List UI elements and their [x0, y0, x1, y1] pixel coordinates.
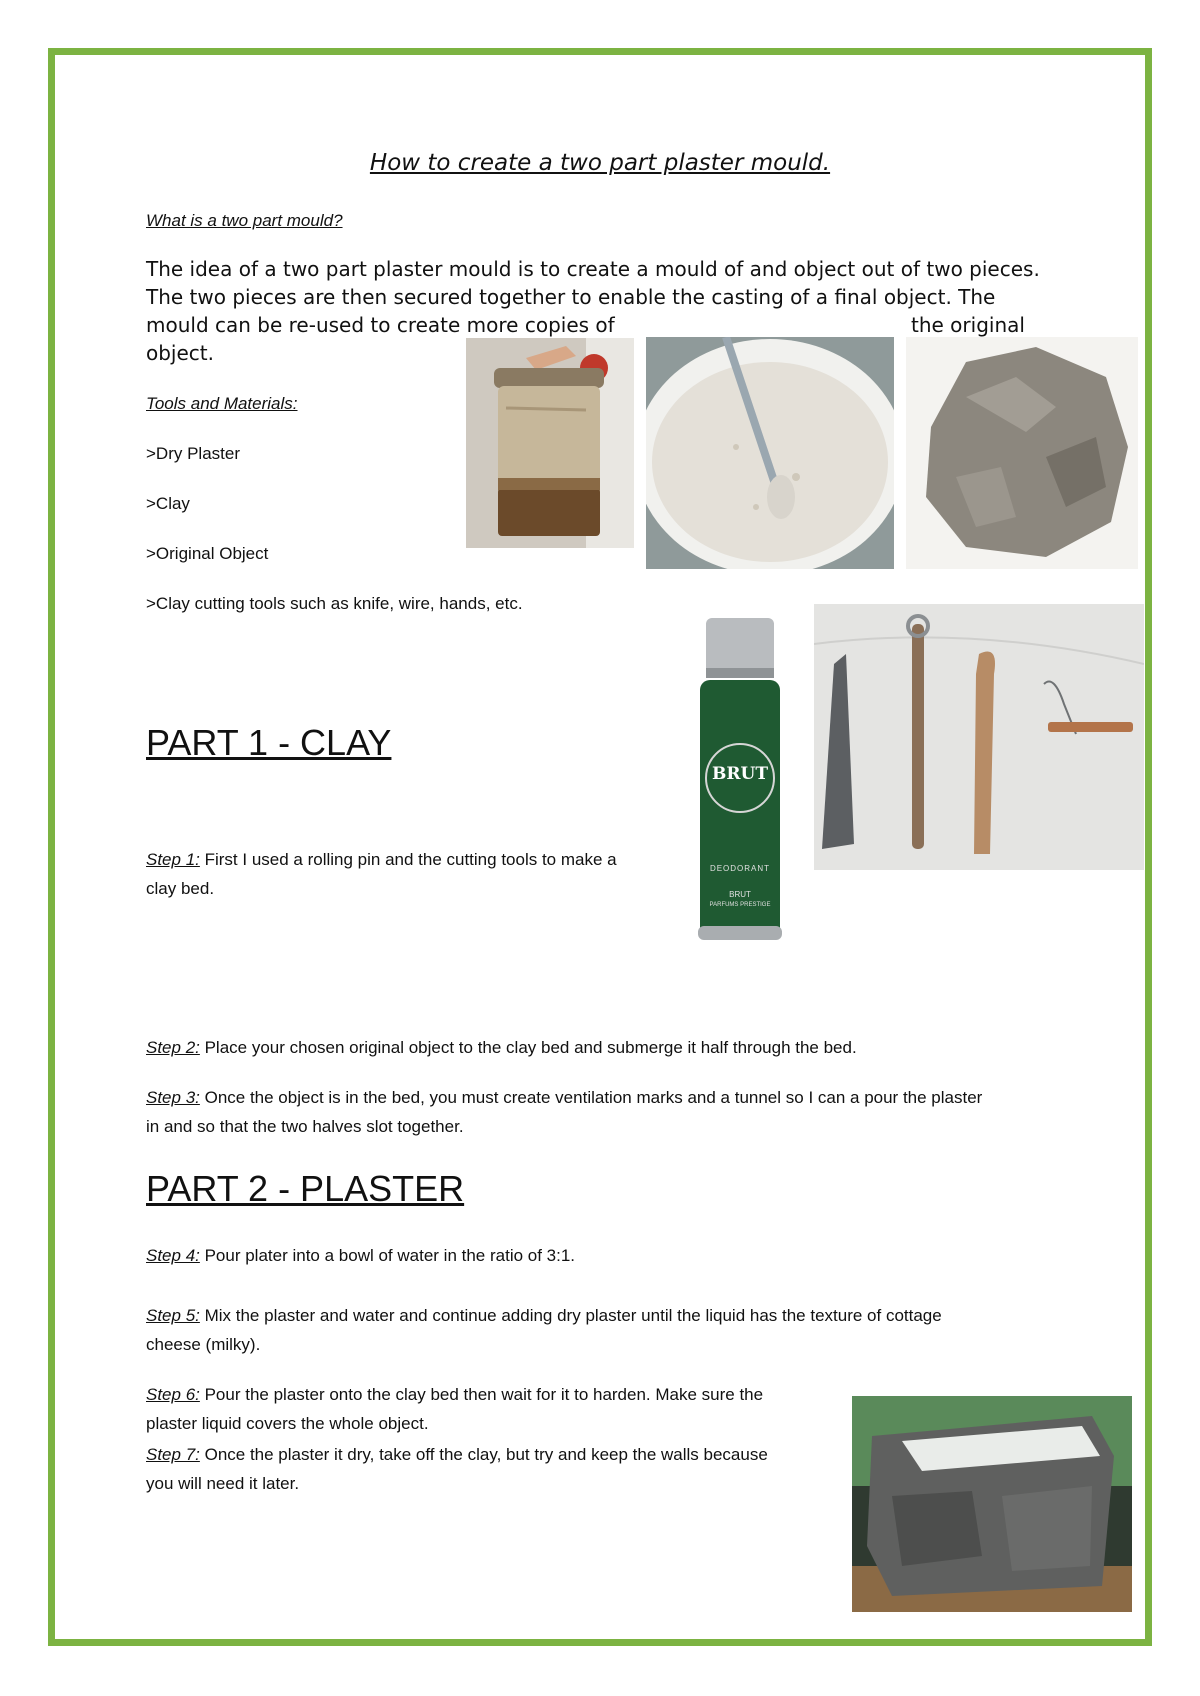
step-3-text-2: in and so that the two halves slot together. — [146, 1117, 464, 1136]
plaster-jar-photo — [466, 338, 634, 548]
part-2-heading: PART 2 - PLASTER — [146, 1168, 465, 1209]
material-clay: >Clay — [146, 494, 190, 513]
intro-line-2: The two pieces are then secured together to enable the casting of a final object. The — [146, 285, 996, 309]
clay-lump-photo — [906, 337, 1138, 569]
part-1-heading: PART 1 - CLAY — [146, 722, 392, 763]
step-5-text-2: cheese (milky). — [146, 1335, 261, 1354]
step-2 — [146, 1033, 1086, 1062]
material-dry-plaster: >Dry Plaster — [146, 444, 240, 463]
intro-line-4: object. — [146, 341, 214, 365]
deodorant-brand: BRUT — [712, 764, 768, 784]
intro-line-3 — [146, 311, 1076, 339]
what-heading: What is a two part mould? — [146, 211, 343, 230]
step-2-text: Place your chosen original object to the clay bed and submerge it half through the bed. — [199, 1038, 857, 1057]
deodorant-bottle-photo — [690, 608, 790, 948]
step-1-text-2: clay bed. — [146, 879, 215, 898]
step-5 — [146, 1301, 1106, 1359]
intro-line-3b: the original — [911, 313, 1025, 337]
step-2-label: Step 2: — [146, 1038, 200, 1057]
step-4-label: Step 4: — [146, 1246, 200, 1265]
material-cutting-tools: >Clay cutting tools such as knife, wire, hands, etc. — [146, 594, 523, 613]
plaster-mould-photo — [852, 1396, 1132, 1612]
material-original-object: >Original Object — [146, 544, 269, 563]
step-6-text-2: plaster liquid covers the whole object. — [146, 1414, 429, 1433]
deodorant-sub2: PARFUMS PRESTIGE — [709, 902, 771, 908]
step-6-text: Pour the plaster onto the clay bed then wait for it to harden. Make sure the — [199, 1385, 764, 1404]
tools-heading: Tools and Materials: — [146, 394, 298, 413]
step-7-label: Step 7: — [146, 1445, 200, 1464]
step-1 — [146, 845, 686, 903]
step-7-text: Once the plaster it dry, take off the clay, but try and keep the walls because — [199, 1445, 768, 1464]
step-1-text: First I used a rolling pin and the cutting tools to make a — [199, 850, 617, 869]
cutting-tools-photo — [814, 604, 1144, 870]
step-5-label: Step 5: — [146, 1306, 200, 1325]
step-4-text: Pour plater into a bowl of water in the ratio of 3:1. — [199, 1246, 576, 1265]
intro-line-1: The idea of a two part plaster mould is to create a mould of and object out of two pieces. — [146, 257, 1040, 281]
step-7 — [146, 1440, 846, 1498]
step-3-label: Step 3: — [146, 1088, 200, 1107]
step-3-text: Once the object is in the bed, you must create ventilation marks and a tunnel so I can a pour the plaster — [199, 1088, 983, 1107]
step-1-label: Step 1: — [146, 850, 200, 869]
dry-plaster-bucket-photo — [646, 337, 894, 569]
step-3 — [146, 1083, 1106, 1141]
page-title: How to create a two part plaster mould. — [369, 150, 831, 176]
step-5-text: Mix the plaster and water and continue adding dry plaster until the liquid has the texture of cottage — [199, 1306, 942, 1325]
deodorant-label: DEODORANT — [709, 864, 771, 873]
deodorant-sub1: BRUT — [729, 890, 751, 899]
step-6 — [146, 1380, 846, 1438]
intro-line-3a: mould can be re-used to create more copies of — [146, 313, 615, 337]
step-7-text-2: you will need it later. — [146, 1474, 300, 1493]
step-6-label: Step 6: — [146, 1385, 200, 1404]
step-4 — [146, 1241, 1086, 1270]
